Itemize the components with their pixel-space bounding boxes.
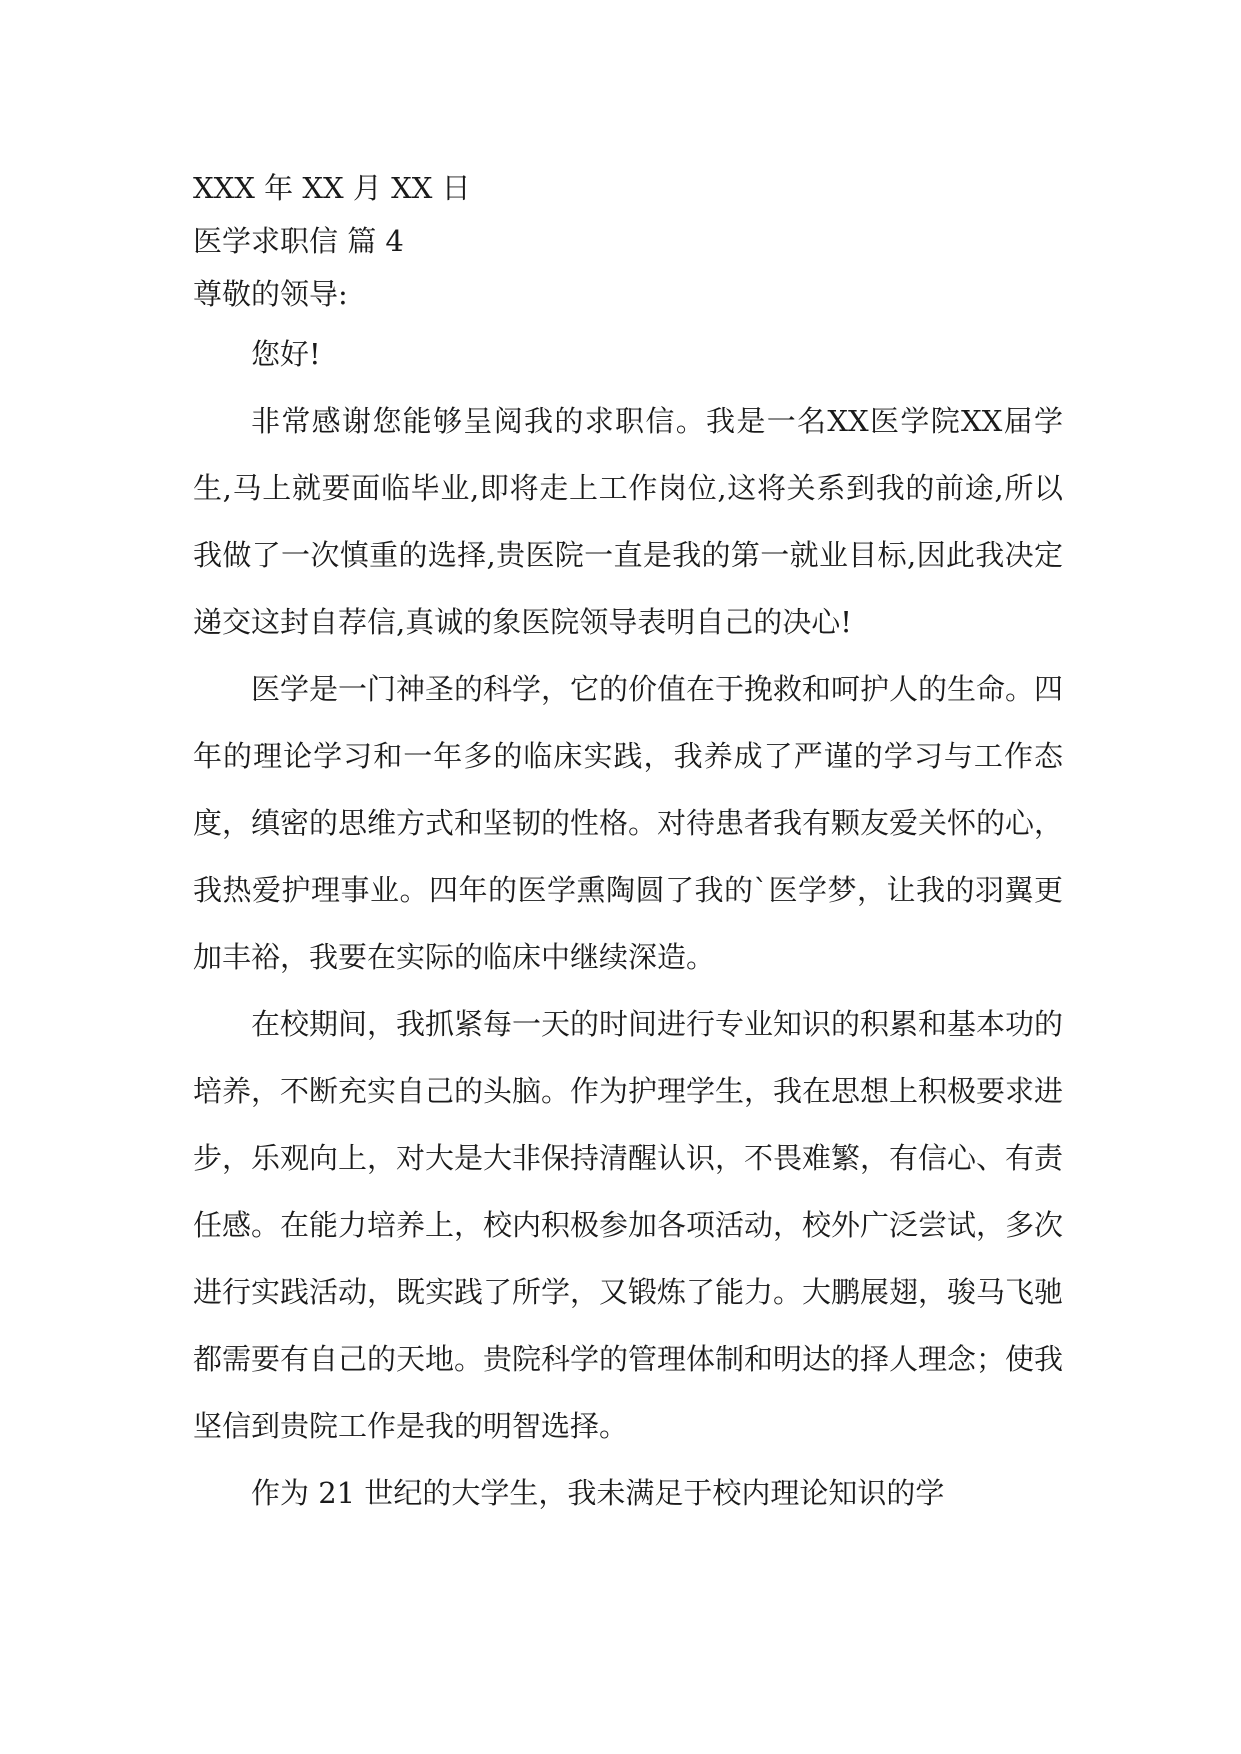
salutation: 尊敬的领导: xyxy=(193,277,348,311)
paragraph-3: 在校期间，我抓紧每一天的时间进行专业知识的积累和基本功的培养，不断充实自己的头脑。作为护理学生，我在思想上积极要求进步，乐观向上，对大是大非保持清醒认识，不畏难繁，有信心、有责任感。在能力培养上，校内积极参加各项活动，校外广泛尝试，多次进行实践活动，既实践了所学，又锻炼了能力。大鹏展翅，骏马飞驰都需要有自己的天地。贵院科学的管理体制和明达的择人理念；使我坚信到贵院工作是我的明智选择。 xyxy=(193,1007,1064,1443)
paragraph-1: 非常感谢您能够呈阅我的求职信。我是一名XX医学院XX届学生,马上就要面临毕业,即将走上工作岗位,这将关系到我的前途,所以我做了一次慎重的选择,贵医院一直是我的第一就业目标,因此我决定递交这封自荐信,真诚的象医院领导表明自己的决心! xyxy=(193,404,1063,639)
paragraph-2: 医学是一门神圣的科学，它的价值在于挽救和呵护人的生命。四年的理论学习和一年多的临床实践，我养成了严谨的学习与工作态度，缜密的思维方式和坚韧的性格。对待患者我有颗友爱关怀的心，我热爱护理事业。四年的医学熏陶圆了我的`医学梦，让我的羽翼更加丰裕，我要在实际的临床中继续深造。 xyxy=(193,672,1064,974)
document-title: 医学求职信 篇 4 xyxy=(193,224,404,258)
greeting: 您好! xyxy=(251,337,321,371)
date-line: XXX 年 XX 月 XX 日 xyxy=(193,171,471,205)
paragraph-4: 作为 21 世纪的大学生，我未满足于校内理论知识的学 xyxy=(251,1476,945,1510)
document-page xyxy=(193,162,1063,1527)
